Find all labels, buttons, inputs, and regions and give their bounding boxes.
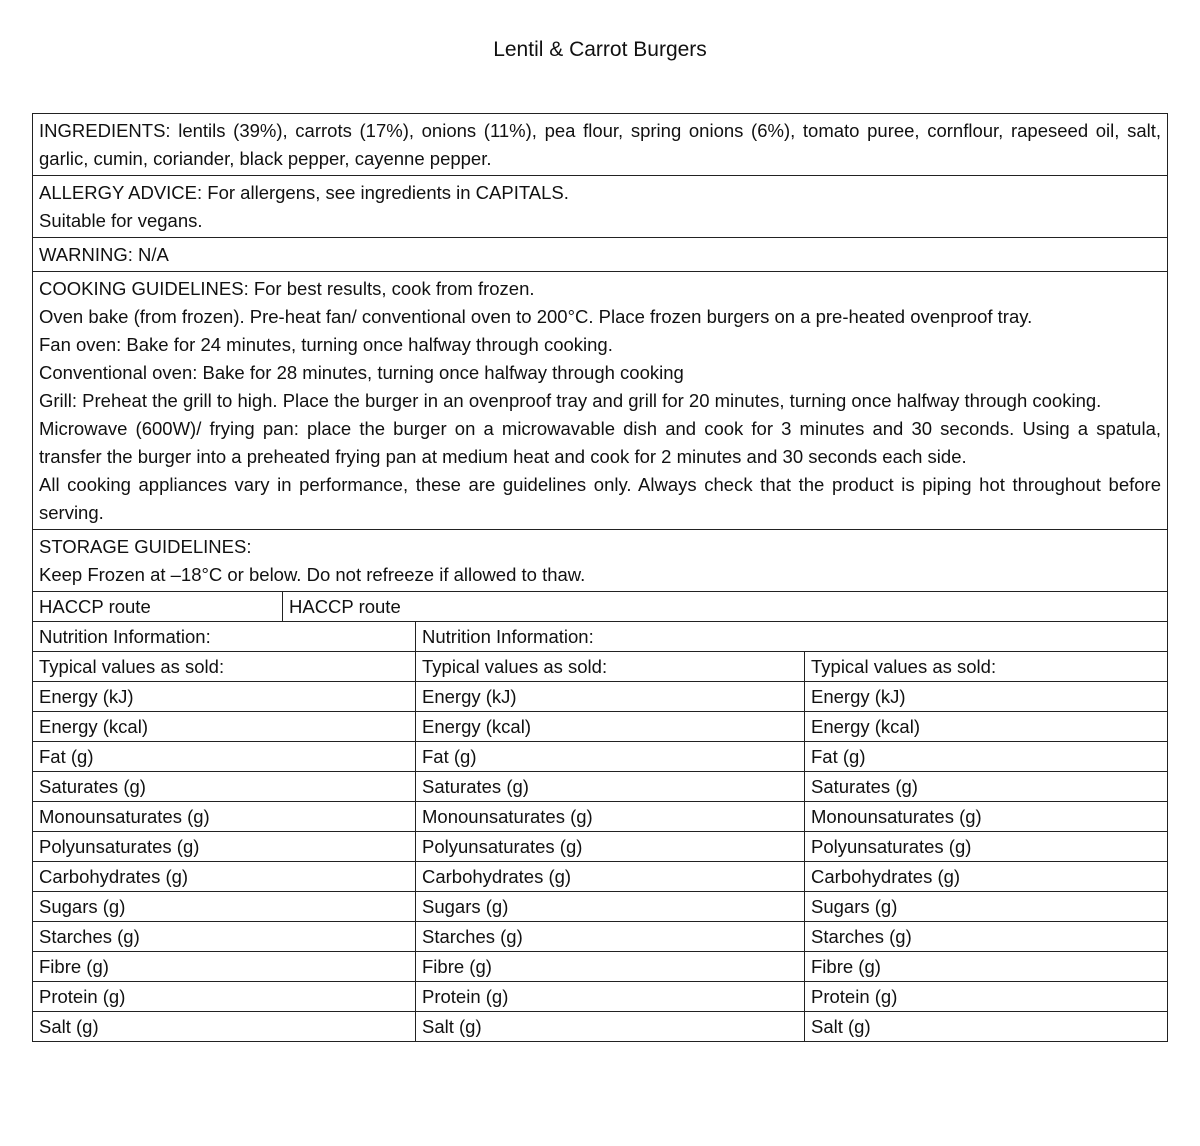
nutrient-label: Starches (g) bbox=[33, 922, 416, 951]
vegan-note: Suitable for vegans. bbox=[39, 210, 203, 231]
typical-values-row bbox=[33, 652, 1167, 682]
cooking-microwave: Microwave (600W)/ frying pan: place the burger on a microwavable dish and cook for 3 minutes and 30 seconds. Using a spatula, transfer the burger into a preheated frying pan at medium heat and cook for 2 minutes and 30 seconds each side. bbox=[39, 418, 1161, 467]
nutrient-label: Fat (g) bbox=[416, 742, 805, 771]
haccp-value: HACCP route bbox=[289, 596, 401, 617]
nutrient-label: Fat (g) bbox=[33, 742, 416, 771]
storage-section bbox=[33, 530, 1167, 592]
nutrient-label: Protein (g) bbox=[811, 986, 898, 1007]
nutrition-row bbox=[33, 922, 1167, 952]
warning-section bbox=[33, 238, 1167, 272]
nutrient-label: Salt (g) bbox=[33, 1012, 416, 1041]
warning-text: WARNING: N/A bbox=[39, 244, 169, 265]
nutrition-row bbox=[33, 712, 1167, 742]
nutrient-label: Salt (g) bbox=[416, 1012, 805, 1041]
nutrition-row bbox=[33, 832, 1167, 862]
nutrient-label: Protein (g) bbox=[416, 982, 805, 1011]
nutrition-row bbox=[33, 982, 1167, 1012]
nutrient-label: Energy (kcal) bbox=[416, 712, 805, 741]
document-title: Lentil & Carrot Burgers bbox=[493, 38, 707, 61]
typical-values-label: Typical values as sold: bbox=[33, 652, 416, 681]
nutrition-row bbox=[33, 892, 1167, 922]
nutrition-row bbox=[33, 682, 1167, 712]
nutrient-label: Sugars (g) bbox=[416, 892, 805, 921]
cooking-fan-oven: Fan oven: Bake for 24 minutes, turning once halfway through cooking. bbox=[39, 334, 613, 355]
nutrient-label: Sugars (g) bbox=[33, 892, 416, 921]
nutrient-label: Carbohydrates (g) bbox=[416, 862, 805, 891]
nutrition-row bbox=[33, 952, 1167, 982]
ingredients-text: INGREDIENTS: lentils (39%), carrots (17%), onions (11%), pea flour, spring onions (6%), tomato puree, cornflour, rapeseed oil, salt, garlic, cumin, coriander, black pepper, cayenne pepper. bbox=[39, 120, 1161, 169]
storage-text: Keep Frozen at –18°C or below. Do not refreeze if allowed to thaw. bbox=[39, 564, 586, 585]
typical-values-label: Typical values as sold: bbox=[416, 652, 805, 681]
typical-values-label: Typical values as sold: bbox=[811, 656, 997, 677]
storage-heading: STORAGE GUIDELINES: bbox=[39, 536, 252, 557]
nutrient-label: Saturates (g) bbox=[811, 776, 918, 797]
nutrient-label: Monounsaturates (g) bbox=[811, 806, 982, 827]
nutrient-label: Protein (g) bbox=[33, 982, 416, 1011]
nutrient-label: Sugars (g) bbox=[811, 896, 898, 917]
haccp-row bbox=[33, 592, 1167, 622]
nutrient-label: Fibre (g) bbox=[33, 952, 416, 981]
nutrition-rows bbox=[33, 682, 1167, 1042]
nutrient-label: Polyunsaturates (g) bbox=[33, 832, 416, 861]
nutrient-label: Starches (g) bbox=[416, 922, 805, 951]
nutrient-label: Polyunsaturates (g) bbox=[811, 836, 972, 857]
allergy-section bbox=[33, 176, 1167, 238]
cooking-grill: Grill: Preheat the grill to high. Place the burger in an ovenproof tray and grill for 20 minutes, turning once halfway through cooking. bbox=[39, 390, 1102, 411]
nutrient-label: Fibre (g) bbox=[811, 956, 881, 977]
nutrition-row bbox=[33, 772, 1167, 802]
cooking-section bbox=[33, 272, 1167, 530]
spec-sheet-table bbox=[32, 113, 1168, 1042]
nutrient-label: Energy (kJ) bbox=[811, 686, 906, 707]
cooking-conventional-oven: Conventional oven: Bake for 28 minutes, turning once halfway through cooking bbox=[39, 362, 684, 383]
nutrient-label: Energy (kJ) bbox=[33, 682, 416, 711]
nutrition-header: Nutrition Information: bbox=[422, 626, 594, 647]
nutrient-label: Monounsaturates (g) bbox=[33, 802, 416, 831]
nutrition-row bbox=[33, 1012, 1167, 1042]
nutrient-label: Fibre (g) bbox=[416, 952, 805, 981]
nutrient-label: Energy (kJ) bbox=[416, 682, 805, 711]
nutrient-label: Fat (g) bbox=[811, 746, 866, 767]
nutrition-header: Nutrition Information: bbox=[33, 622, 416, 651]
nutrient-label: Carbohydrates (g) bbox=[33, 862, 416, 891]
haccp-label: HACCP route bbox=[33, 592, 283, 621]
nutrition-header-row bbox=[33, 622, 1167, 652]
nutrient-label: Energy (kcal) bbox=[811, 716, 920, 737]
nutrient-label: Starches (g) bbox=[811, 926, 912, 947]
nutrient-label: Salt (g) bbox=[811, 1016, 871, 1037]
nutrition-row bbox=[33, 742, 1167, 772]
cooking-heading: COOKING GUIDELINES: For best results, cook from frozen. bbox=[39, 278, 535, 299]
nutrient-label: Polyunsaturates (g) bbox=[416, 832, 805, 861]
nutrient-label: Monounsaturates (g) bbox=[416, 802, 805, 831]
cooking-oven: Oven bake (from frozen). Pre-heat fan/ conventional oven to 200°C. Place frozen burgers on a pre-heated ovenproof tray. bbox=[39, 306, 1033, 327]
allergy-advice: ALLERGY ADVICE: For allergens, see ingredients in CAPITALS. bbox=[39, 182, 569, 203]
nutrient-label: Saturates (g) bbox=[416, 772, 805, 801]
cooking-note: All cooking appliances vary in performance, these are guidelines only. Always check that the product is piping hot throughout before serving. bbox=[39, 474, 1161, 523]
nutrient-label: Carbohydrates (g) bbox=[811, 866, 961, 887]
ingredients-section bbox=[33, 114, 1167, 176]
nutrient-label: Energy (kcal) bbox=[33, 712, 416, 741]
nutrition-row bbox=[33, 862, 1167, 892]
nutrition-row bbox=[33, 802, 1167, 832]
nutrient-label: Saturates (g) bbox=[33, 772, 416, 801]
